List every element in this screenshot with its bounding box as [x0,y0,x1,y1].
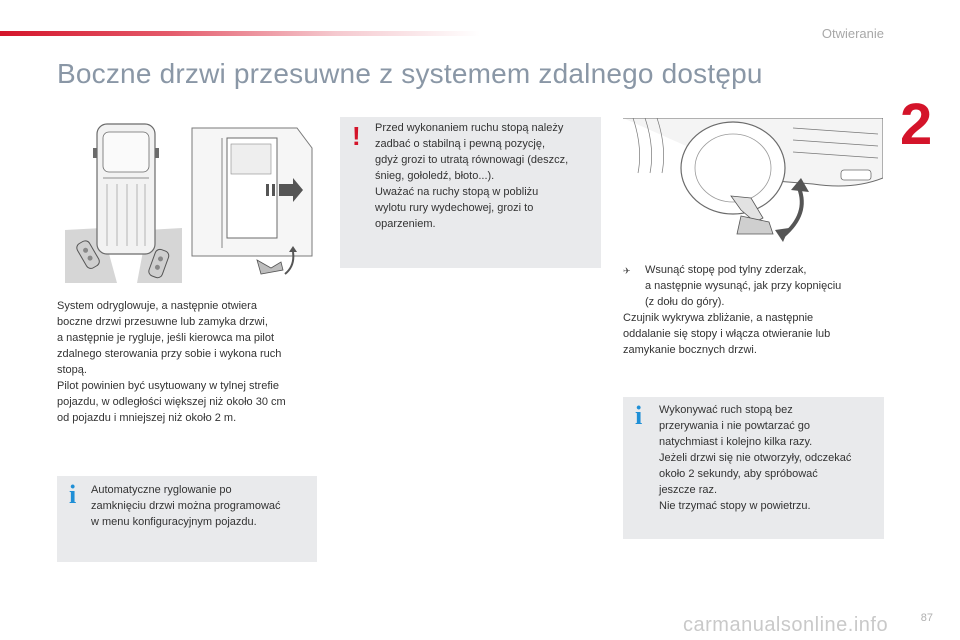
text-line: w menu konfiguracyjnym pojazdu. [91,516,257,528]
text-line: zamykanie bocznych drzwi. [623,344,757,356]
warning-icon: ! [352,121,361,151]
bullet-icon: ✈ [623,266,631,276]
text-line: oparzeniem. [375,218,436,230]
text-line: System odryglowuje, a następnie otwiera [57,300,257,312]
text-line: boczne drzwi przesuwne lub zamyka drzwi, [57,316,268,328]
text-line: wylotu rury wydechowej, grozi to [375,202,534,214]
text-line: od pojazdu i mniejszej niż około 2 m. [57,412,237,424]
text-line: zdalnego sterowania przy sobie i wykona ruch [57,348,282,360]
page-title: Boczne drzwi przesuwne z systemem zdalnego dostępu [57,58,763,89]
text-line: stopą. [57,364,87,376]
header-accent-bar [0,31,480,36]
text-line: Wykonywać ruch stopą bez [659,404,793,416]
chapter-number: 2 [900,92,933,157]
instruction-step [623,262,893,310]
text-line: (z dołu do góry). [645,296,725,308]
text-line: a następnie je rygluje, jeśli kierowca ma pilot [57,332,275,344]
text-line: Nie trzymać stopy w powietrzu. [659,500,811,512]
text-line: Wsunąć stopę pod tylny zderzak, [645,264,807,276]
text-line: Pilot powinien być usytuowany w tylnej strefie [57,380,279,392]
text-line: oddalanie się stopy i włącza otwieranie lub [623,328,831,340]
text-line: Przed wykonaniem ruchu stopą należy [375,122,564,134]
text-line: zamknięciu drzwi można programować [91,500,281,512]
text-line: Czujnik wykrywa zbliżanie, a następnie [623,312,814,324]
info-icon: i [69,480,77,509]
van-top-view-illustration [57,118,317,283]
bumper-diagram-svg [623,118,883,248]
text-line: przerywania i nie powtarzać go [659,420,811,432]
text-line: pojazdu, w odległości większej niż około 30 cm [57,396,286,408]
text-line: Uważać na ruchy stopą w pobliżu [375,186,539,198]
text-line: Jeżeli drzwi się nie otworzyły, odczekać [659,452,852,464]
description-text [57,298,322,426]
info-icon: i [635,401,643,430]
info-box-foot-movement [623,397,884,539]
text-line: śnieg, gołoledź, błoto...). [375,170,495,182]
warning-box [340,117,601,268]
text-line: około 2 sekundy, aby spróbować [659,468,818,480]
page-number: 87 [920,612,933,624]
text-line: natychmiast i kolejno kilka razy. [659,436,813,448]
section-label: Otwieranie [821,26,884,41]
watermark: carmanualsonline.info [683,614,889,636]
van-diagram-svg [57,118,317,283]
text-line: gdyż grozi to utratą równowagi (deszcz, [375,154,569,166]
text-line: zadbać o stabilną i pewną pozycję, [375,138,545,150]
text-line: Automatyczne ryglowanie po [91,484,232,496]
foot-under-bumper-illustration [623,118,883,248]
instructions-text [623,262,893,358]
text-line: a następnie wysunąć, jak przy kopnięciu [645,280,842,292]
text-line: jeszcze raz. [659,484,718,496]
info-box-auto-lock [57,476,317,562]
